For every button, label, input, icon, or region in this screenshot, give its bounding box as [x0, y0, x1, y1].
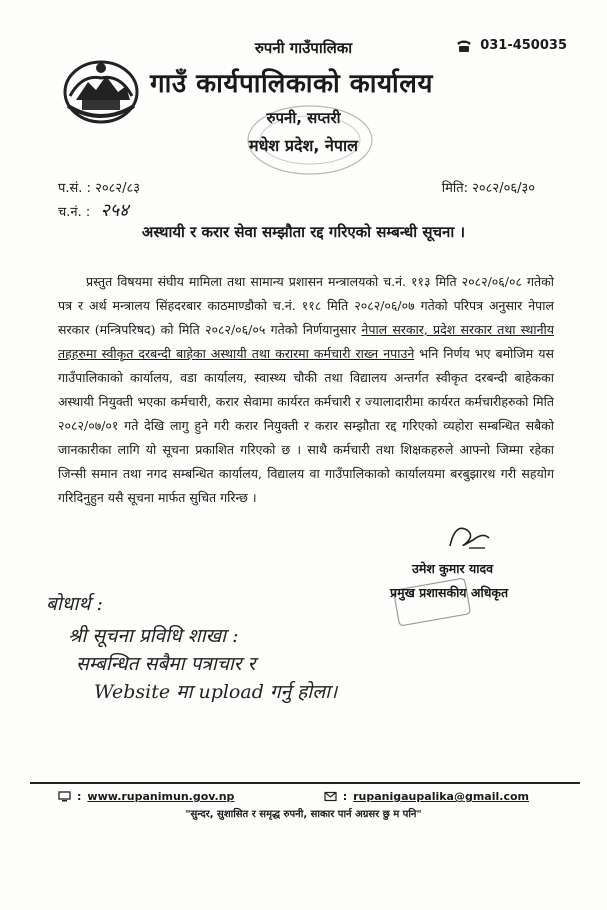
website-link[interactable]: www.rupanimun.gov.np: [87, 790, 235, 803]
computer-icon: [58, 791, 71, 802]
body-part-1: प्रस्तुत विषयमा संघीय मामिला तथा सामान्य प्रशासन मन्त्रालयको च.नं. ११३ मिति २०८२/०६/०८ गतेको पत्र र अर्थ मन्त्रालय सिंहदरबार काठमाण्डौको च.नं. ११८ मिति २०८२/०६/०७ गतेको परिपत्र अनुसार नेपाल सरकार (मन्त्रिपरिषद) को मिति २०८२/०६/०५ गतेको निर्णयानुसार: [58, 274, 554, 337]
envelope-icon: [324, 791, 337, 802]
email-link[interactable]: rupanigaupalika@gmail.com: [353, 790, 529, 803]
telephone-icon: [456, 39, 472, 53]
office-title: गाउँ कार्यपालिकाको कार्यालय: [150, 69, 433, 99]
notice-body: [58, 270, 554, 510]
cc-line-1-handwritten: श्री सूचना प्रविधि शाखा :: [68, 625, 239, 647]
footer-divider: [30, 782, 580, 784]
phone-text: 031-450035: [480, 38, 567, 53]
handwritten-signature: [445, 518, 495, 553]
letter-date: मिति: २०८२/०६/३०: [441, 181, 535, 196]
signatory-title: प्रमुख प्रशासकीय अधिकृत: [390, 585, 509, 600]
footer-slogan: "सुन्दर, सुशासित र समृद्ध रुपनी, साकार पार्न अग्रसर छु म पनि": [185, 809, 422, 820]
cc-line-3-handwritten: Website मा upload गर्नु होला।: [94, 681, 338, 703]
signatory-name: उमेश कुमार यादव: [412, 561, 494, 576]
phone-number: [456, 38, 567, 53]
registration-number: [58, 198, 128, 222]
cc-label-handwritten: बोधार्थ :: [46, 593, 103, 615]
body-part-2: भनि निर्णय भए बमोजिम यस गाउँपालिकाको कार्यालय, वडा कार्यालय, स्वास्थ्य चौकी तथा विद्यालय अन्तर्गत स्वीकृत दरबन्दी बाहेकका अस्थायी नियुक्ती भएका कर्मचारी, करार सेवामा कार्यरत कर्मचारी र ज्यालादारीमा कार्यरत कर्मचारीहरुको मिति २०८२/०७/०१ गते देखि लागु हुने गरी करार नियुक्ती र करार सम्झौता रद्द गरिएको व्यहोरा सम्बन्धित सबैको जानकारीका लागि यो सूचना प्रकाशित गरिएको छ । साथै कर्मचारी तथा शिक्षकहरुले आफ्नो जिम्मा रहेका जिन्सी समान तथा नगद सम्बन्धित कार्यालय, विद्यालय वा गाउँपालिकाको कार्यालयमा बरबुझारथ गरी सहयोग गरिदिनुहुन यसै सूचना मार्फत सुचित गरिन्छ ।: [58, 346, 554, 505]
municipality-name: रुपनी गाउँपालिका: [254, 39, 353, 57]
notice-subject: अस्थायी र करार सेवा सम्झौता रद्द गरिएको सम्बन्धी सूचना ।: [141, 223, 466, 241]
cc-line-2-handwritten: सम्बन्धित सबैमा पत्राचार र: [76, 653, 256, 675]
footer-email[interactable]: : rupanigaupalika@gmail.com: [324, 790, 529, 803]
registration-value: २५४: [100, 200, 129, 221]
registration-label: च.नं. :: [58, 205, 91, 220]
address-line-2: मधेश प्रदेश, नेपाल: [249, 136, 358, 155]
body-underlined-decision: नेपाल सरकार, प्रदेश सरकार तथा स्थानीय तहहरुमा स्वीकृत दरबन्दी बाहेका अस्थायी तथा करारमा कर्मचारी राख्न नपाउने: [58, 322, 554, 361]
footer-website[interactable]: : www.rupanimun.gov.np: [58, 790, 234, 803]
address-line-1: रुपनी, सप्तरी: [266, 109, 341, 127]
reference-number: प.सं. : २०८२/८३: [58, 181, 141, 196]
